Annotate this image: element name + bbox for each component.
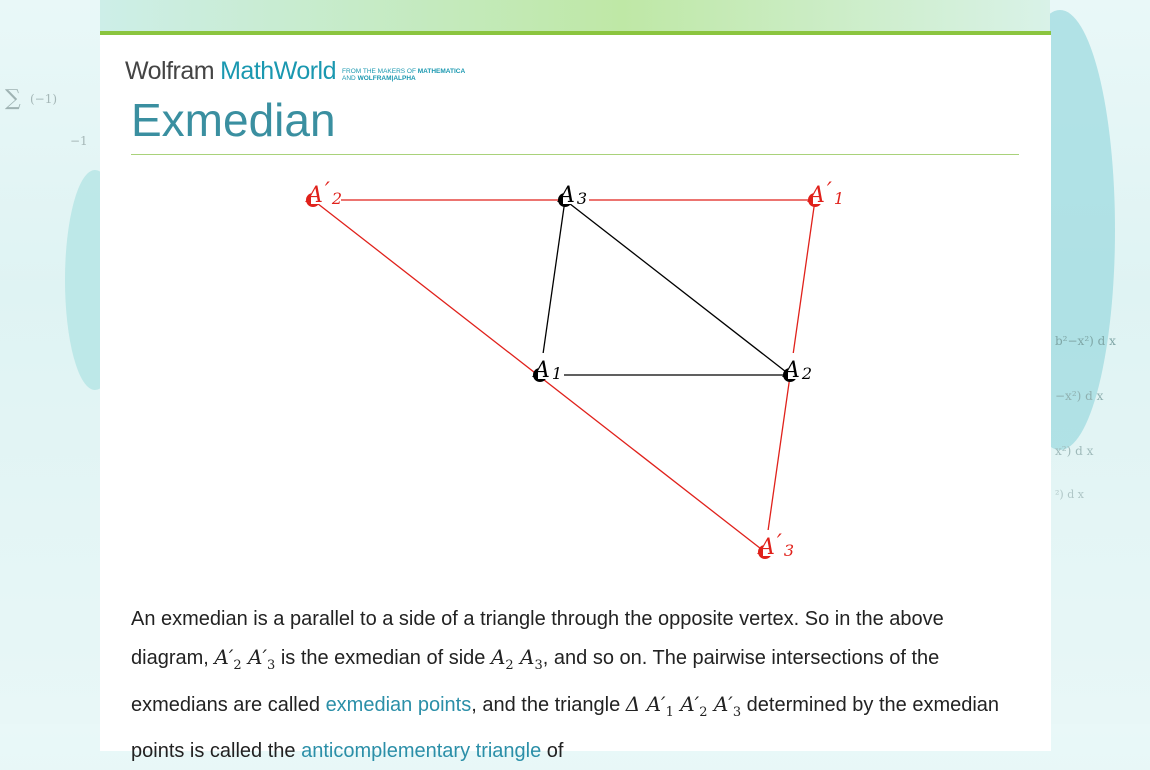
- body-text-1: An exmedian is a parallel to a side of a triangle through the opposite vertex. So in the above diagram,: [131, 608, 944, 669]
- article-body: [131, 600, 1011, 770]
- svg-text:²) d x: ²) d x: [1055, 488, 1084, 501]
- logo-mathworld: MathWorld: [220, 57, 337, 85]
- label-p3: A′ $_3$: [759, 531, 795, 560]
- label-sub-p1: 1: [833, 189, 845, 208]
- tagline-1-bold: MATHEMATICA: [417, 68, 466, 75]
- math-a2-a3: $A_2$ $A_3$: [490, 645, 543, 673]
- exmedian-diagram: [100, 35, 1051, 575]
- paragraph-1: [131, 600, 1011, 770]
- svg-text:−1: −1: [70, 134, 88, 148]
- anticomplementary-triangle-link[interactable]: anticomplementary triangle: [301, 740, 542, 762]
- label-prime-p3: ′: [776, 531, 782, 556]
- tagline-1: FROM THE MAKERS OF: [342, 68, 416, 75]
- math-triangle: Δ $A'_1$ $A'_2$ $A'_3$: [625, 692, 742, 720]
- label-sub-p2: 2: [331, 189, 343, 208]
- label-a2: A 2: [784, 358, 813, 383]
- label-p1: A′ $_1$: [809, 179, 845, 208]
- svg-text:b²−x²) d x: b²−x²) d x: [1055, 334, 1116, 348]
- side-a3-a1: [540, 200, 565, 375]
- page-title: Exmedian: [131, 94, 336, 146]
- exmedian-points-link[interactable]: exmedian points: [325, 694, 472, 716]
- svg-text:−x²) d x: −x²) d x: [1055, 389, 1104, 403]
- article-card: [100, 31, 1051, 762]
- body-text-5: determined by the exmedian points is called the: [131, 694, 1000, 762]
- svg-text:∑: ∑: [5, 86, 21, 111]
- label-p2: A′ $_2$: [307, 179, 343, 208]
- svg-text:(−1): (−1): [30, 92, 58, 106]
- tagline-2-bold: WOLFRAM|ALPHA: [357, 75, 416, 82]
- body-text-6: of: [541, 740, 564, 762]
- background-left-decoration: [0, 0, 100, 724]
- logo-wolfram: Wolfram: [125, 57, 215, 85]
- label-sub-a3: 3: [576, 189, 588, 208]
- background-formula-art: [0, 0, 100, 724]
- background-integral-art: [1050, 0, 1150, 724]
- side-a2-a3: [565, 200, 790, 375]
- math-a2p-a3p: $A'_2$ $A'_3$: [214, 645, 276, 673]
- label-sub-a2: 2: [801, 364, 813, 383]
- label-sub-a1: 1: [551, 364, 563, 383]
- svg-text:x²) d x: x²) d x: [1055, 444, 1094, 458]
- body-text-4: , and the triangle: [471, 694, 626, 716]
- label-a3: A 3: [559, 183, 588, 208]
- diagram-labels: [305, 178, 844, 560]
- body-text-3: , and so on. The pairwise intersections of the exmedians are called: [131, 647, 940, 716]
- body-text-2: is the exmedian of side: [275, 647, 491, 669]
- label-prime-p1: ′: [826, 179, 832, 204]
- tagline-2: AND: [342, 75, 356, 82]
- label-sub-p3: 3: [783, 541, 795, 560]
- label-prime-p2: ′: [324, 179, 330, 204]
- background-top-band: [100, 0, 1050, 32]
- label-a1: A 1: [534, 358, 563, 383]
- background-right-decoration: [1050, 0, 1150, 724]
